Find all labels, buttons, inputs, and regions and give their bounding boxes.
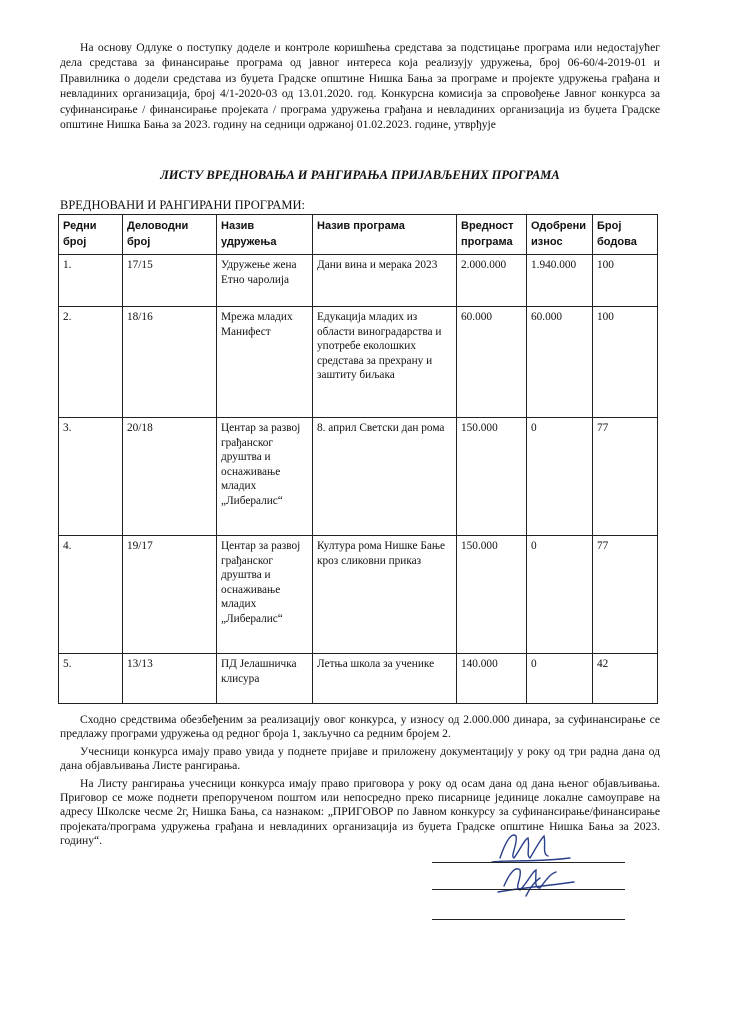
header-odobreni-iznos: Одобрени износ [527, 215, 593, 255]
cell-program: Култура рома Нишке Бање кроз сликовни приказ [313, 536, 457, 654]
intro-paragraph: На основу Одлуке о поступку доделе и контроле коришћења средстава за подстицање програма или недостајућег дела средстава за финансирање програма од јавног интереса која реализују удружења, број 06-60/4-2019-01 и Правилника о додели средстава из буџета Градске општине Нишка Бања за програме и пројекте удружења грађана и невладиних организација, број 4/1-2020-03 од 13.01.2020. год. Конкурсна комисија за спровођење Јавног конкурса за суфинансирање / финансирање пројеката / програма удружења грађана и невладиних организација из буџета Градске општине Нишка Бања за 2023. годину на седници одржаној 01.02.2023. године, утврђује [60, 41, 660, 132]
cell-approved-amount: 0 [527, 654, 593, 704]
header-broj-bodova: Број бодова [593, 215, 658, 255]
cell-points: 77 [593, 418, 658, 536]
programs-table [58, 214, 658, 704]
cell-ref-number: 18/16 [123, 307, 217, 418]
signature-line [432, 862, 625, 863]
cell-ref-number: 19/17 [123, 536, 217, 654]
cell-program: Летња школа за ученике [313, 654, 457, 704]
cell-program-value: 150.000 [457, 536, 527, 654]
cell-association: ПД Јелашничка клисура [217, 654, 313, 704]
table-row [59, 307, 658, 418]
cell-approved-amount: 0 [527, 418, 593, 536]
cell-association: Удружење жена Етно чаролија [217, 255, 313, 307]
table-row [59, 418, 658, 536]
cell-rank: 5. [59, 654, 123, 704]
cell-approved-amount: 1.940.000 [527, 255, 593, 307]
signature-line [432, 919, 625, 920]
cell-rank: 4. [59, 536, 123, 654]
cell-association: Мрежа младих Манифест [217, 307, 313, 418]
cell-association: Центар за развој грађанског друштва и оснаживање младих „Либералис“ [217, 536, 313, 654]
footer-paragraph-inspection: Учесници конкурса имају право увида у поднете пријаве и приложену документацију у року од три радна дана од дана објављивања Листе рангирања. [60, 744, 660, 773]
table-row [59, 255, 658, 307]
cell-association: Центар за развој грађанског друштва и оснаживање младих „Либералис“ [217, 418, 313, 536]
header-delovodni-broj: Деловодни број [123, 215, 217, 255]
cell-rank: 1. [59, 255, 123, 307]
header-vrednost-programa: Вредност програма [457, 215, 527, 255]
cell-approved-amount: 60.000 [527, 307, 593, 418]
table-row [59, 654, 658, 704]
header-redni-broj: Редни број [59, 215, 123, 255]
footer-paragraph-objection: На Листу рангирања учесници конкурса имају право приговора у року од осам дана од дана њеног објављивања. Приговор се може поднети препорученом поштом или непосредно преко писарнице јединице локалне самоуправе на адресу Школске чесме 2г, Нишка Бања, са назнаком: „ПРИГОВОР по Јавном конкурсу за суфинансирање/финансирање пројеката/програма удружења грађана и невладиних организација из буџета Градске општине Нишка Бања за 2023. годину“. [60, 776, 660, 848]
handwritten-signature [470, 822, 590, 904]
signature-line [432, 889, 625, 890]
cell-approved-amount: 0 [527, 536, 593, 654]
cell-rank: 3. [59, 418, 123, 536]
table-header-row [59, 215, 658, 255]
header-naziv-programa: Назив програма [313, 215, 457, 255]
table-row [59, 536, 658, 654]
cell-points: 42 [593, 654, 658, 704]
cell-program-value: 150.000 [457, 418, 527, 536]
cell-ref-number: 17/15 [123, 255, 217, 307]
cell-program: Едукација младих из области виноградарства и употребе еколошких средстава за прехрану и заштиту биљака [313, 307, 457, 418]
cell-program-value: 60.000 [457, 307, 527, 418]
document-title: ЛИСТУ ВРЕДНОВАЊА И РАНГИРАЊА ПРИЈАВЉЕНИХ ПРОГРАМА [160, 168, 560, 182]
cell-program-value: 2.000.000 [457, 255, 527, 307]
header-naziv-udruzenja: Назив удружења [217, 215, 313, 255]
cell-program-value: 140.000 [457, 654, 527, 704]
cell-points: 77 [593, 536, 658, 654]
cell-ref-number: 13/13 [123, 654, 217, 704]
cell-points: 100 [593, 307, 658, 418]
cell-program: 8. април Светски дан рома [313, 418, 457, 536]
cell-ref-number: 20/18 [123, 418, 217, 536]
cell-rank: 2. [59, 307, 123, 418]
table-caption: ВРЕДНОВАНИ И РАНГИРАНИ ПРОГРАМИ: [60, 198, 306, 212]
cell-program: Дани вина и мерака 2023 [313, 255, 457, 307]
footer-paragraph-funding: Сходно средствима обезбеђеним за реализацију овог конкурса, у износу од 2.000.000 динара, за суфинансирање се предлажу програми удружења од редног броја 1, закључно са редним бројем 2. [60, 713, 660, 741]
cell-points: 100 [593, 255, 658, 307]
